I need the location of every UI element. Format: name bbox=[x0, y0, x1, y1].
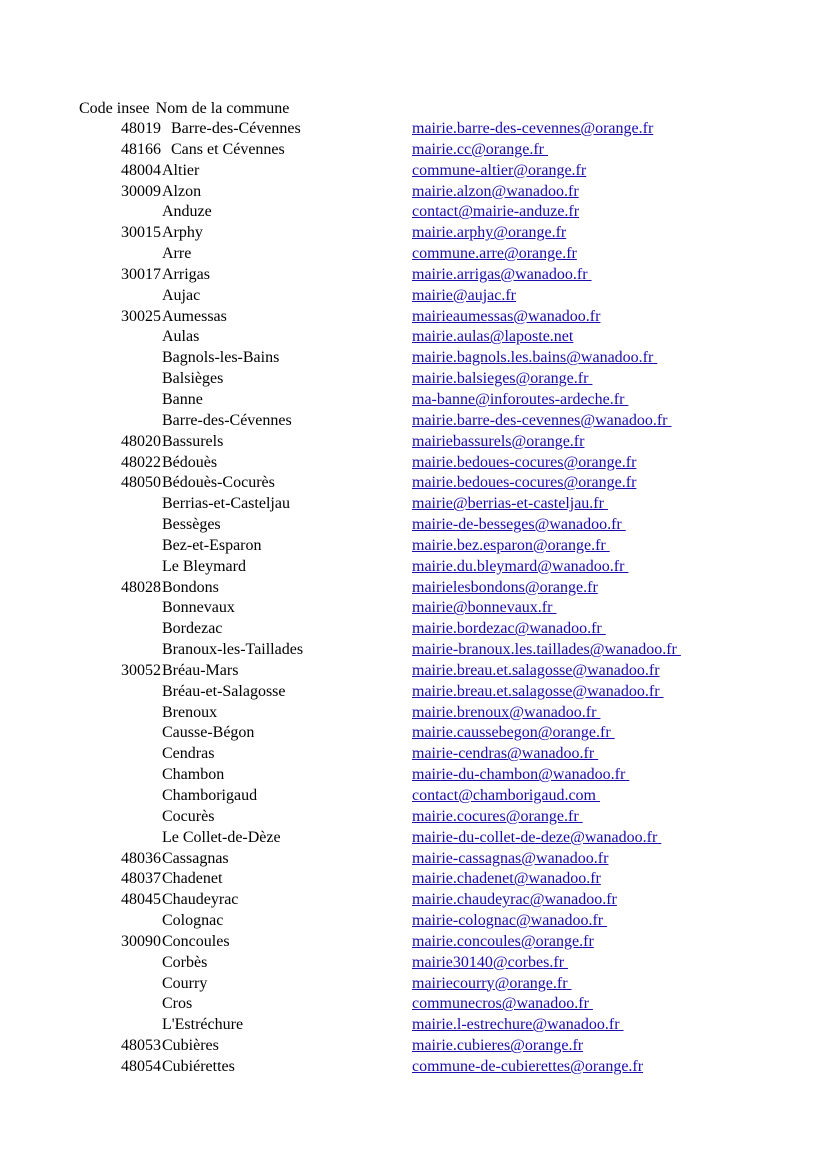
code-insee: 48053 bbox=[121, 1037, 161, 1055]
commune-name: Bez-et-Esparon bbox=[162, 536, 262, 554]
table-row bbox=[0, 723, 826, 744]
code-insee: 48028 bbox=[121, 578, 161, 596]
commune-name: Bassurels bbox=[162, 432, 224, 450]
table-row bbox=[0, 119, 826, 140]
email-link[interactable]: mairie.caussebegon@orange.fr bbox=[412, 724, 615, 742]
table-row bbox=[0, 849, 826, 870]
email-link[interactable]: mairiebassurels@orange.fr bbox=[412, 432, 585, 450]
table-row bbox=[0, 557, 826, 578]
email-link[interactable]: mairie.bez.esparon@orange.fr bbox=[412, 536, 610, 554]
code-insee: 30009 bbox=[121, 182, 161, 200]
commune-name: Banne bbox=[162, 390, 203, 408]
commune-name: Courry bbox=[162, 974, 208, 992]
table-row bbox=[0, 286, 826, 307]
email-link[interactable]: contact@chamborigaud.com bbox=[412, 787, 600, 804]
table-header bbox=[79, 99, 289, 119]
email-link[interactable]: mairie.brenoux@wanadoo.fr bbox=[412, 703, 601, 721]
table-row bbox=[0, 161, 826, 182]
commune-name: Anduze bbox=[162, 203, 212, 221]
table-row bbox=[0, 265, 826, 286]
table-row bbox=[0, 744, 826, 765]
email-link[interactable]: mairie-branoux.les.taillades@wanadoo.fr bbox=[412, 641, 681, 659]
commune-name: Balsièges bbox=[162, 370, 224, 388]
table-row bbox=[0, 578, 826, 599]
email-link[interactable]: ma-banne@inforoutes-ardeche.fr bbox=[412, 390, 629, 408]
email-link[interactable]: mairiecourry@orange.fr bbox=[412, 974, 572, 992]
commune-name: Colognac bbox=[162, 912, 224, 930]
email-link[interactable]: mairie.arphy@orange.fr bbox=[412, 224, 567, 242]
table-row bbox=[0, 453, 826, 474]
email-link[interactable]: mairie@bonnevaux.fr bbox=[412, 599, 557, 617]
header-code-insee: Code insee bbox=[79, 100, 150, 117]
table-row bbox=[0, 974, 826, 995]
commune-name: Bédouès-Cocurès bbox=[162, 474, 275, 492]
commune-name: Aulas bbox=[162, 328, 200, 346]
email-link[interactable]: mairie.alzon@wanadoo.fr bbox=[412, 182, 579, 200]
email-link[interactable]: mairie.bordezac@wanadoo.fr bbox=[412, 620, 606, 638]
commune-name: Altier bbox=[162, 161, 200, 179]
email-link[interactable]: mairie.aulas@laposte.net bbox=[412, 328, 574, 346]
commune-name: Cubiérettes bbox=[162, 1057, 235, 1075]
code-insee: 48045 bbox=[121, 891, 161, 909]
email-link[interactable]: mairie.balsieges@orange.fr bbox=[412, 370, 593, 388]
email-link[interactable]: mairie.breau.et.salagosse@wanadoo.fr bbox=[412, 661, 660, 679]
commune-name: Arphy bbox=[162, 224, 203, 242]
commune-name: Chadenet bbox=[162, 870, 223, 888]
table-row bbox=[0, 640, 826, 661]
email-link[interactable]: mairie-du-collet-de-deze@wanadoo.fr bbox=[412, 828, 662, 846]
commune-name: Arrigas bbox=[162, 265, 210, 283]
table-row bbox=[0, 369, 826, 390]
table-row bbox=[0, 911, 826, 932]
table-row bbox=[0, 661, 826, 682]
email-link[interactable]: commune.arre@orange.fr bbox=[412, 245, 577, 263]
email-link[interactable]: mairie@berrias-et-casteljau.fr bbox=[412, 495, 608, 513]
commune-name: Brenoux bbox=[162, 703, 218, 721]
table-row bbox=[0, 223, 826, 244]
commune-name: Aujac bbox=[162, 286, 201, 304]
table-row bbox=[0, 307, 826, 328]
email-link[interactable]: mairie.bedoues-cocures@orange.fr bbox=[412, 453, 637, 471]
table-row bbox=[0, 348, 826, 369]
code-insee: 48054 bbox=[121, 1057, 161, 1075]
code-insee: 48036 bbox=[121, 849, 161, 867]
commune-name: Aumessas bbox=[162, 307, 227, 325]
commune-name: Bédouès bbox=[162, 453, 218, 471]
email-link[interactable]: mairie.cubieres@orange.fr bbox=[412, 1037, 584, 1055]
commune-name: Branoux-les-Taillades bbox=[162, 641, 304, 659]
table-row bbox=[0, 703, 826, 724]
table-row bbox=[0, 869, 826, 890]
table-row bbox=[0, 432, 826, 453]
table-row bbox=[0, 140, 826, 161]
email-link[interactable]: mairie.concoules@orange.fr bbox=[412, 932, 594, 950]
commune-name: Bréau-Mars bbox=[162, 661, 239, 679]
table-row bbox=[0, 598, 826, 619]
email-link[interactable]: mairie.chaudeyrac@wanadoo.fr bbox=[412, 891, 617, 909]
email-link[interactable]: mairie.barre-des-cevennes@orange.fr bbox=[412, 120, 654, 137]
table-row bbox=[0, 515, 826, 536]
commune-name: Bonnevaux bbox=[162, 599, 235, 617]
commune-name: Chaudeyrac bbox=[162, 891, 239, 909]
commune-name: Le Bleymard bbox=[162, 557, 246, 575]
commune-name: Cans et Cévennes bbox=[171, 140, 285, 158]
commune-name: Barre-des-Cévennes bbox=[162, 411, 292, 429]
table-row bbox=[0, 890, 826, 911]
email-link[interactable]: mairie.barre-des-cevennes@wanadoo.fr bbox=[412, 411, 672, 429]
commune-name: Cendras bbox=[162, 745, 215, 763]
commune-name: Corbès bbox=[162, 953, 208, 971]
commune-name: Bondons bbox=[162, 578, 219, 596]
table-row bbox=[0, 536, 826, 557]
code-insee: 48022 bbox=[121, 453, 161, 471]
code-insee: 30090 bbox=[121, 932, 161, 950]
commune-name: Cocurès bbox=[162, 807, 215, 825]
email-link[interactable]: communecros@wanadoo.fr bbox=[412, 995, 593, 1013]
commune-name: Causse-Bégon bbox=[162, 724, 255, 742]
commune-name: Chamborigaud bbox=[162, 787, 258, 804]
code-insee: 48004 bbox=[121, 161, 161, 179]
table-row bbox=[0, 473, 826, 494]
email-link[interactable]: mairieaumessas@wanadoo.fr bbox=[412, 307, 601, 325]
table-row bbox=[0, 411, 826, 432]
code-insee: 30052 bbox=[121, 661, 161, 679]
email-link[interactable]: mairie.breau.et.salagosse@wanadoo.fr bbox=[412, 682, 664, 700]
table-row bbox=[0, 494, 826, 515]
email-link[interactable]: commune-de-cubierettes@orange.fr bbox=[412, 1057, 644, 1075]
commune-name: Berrias-et-Casteljau bbox=[162, 495, 290, 513]
email-link[interactable]: mairie.cc@orange.fr bbox=[412, 140, 548, 158]
commune-name: Cassagnas bbox=[162, 849, 229, 867]
table-row bbox=[0, 327, 826, 348]
email-link[interactable]: mairie.du.bleymard@wanadoo.fr bbox=[412, 557, 629, 575]
table-row bbox=[0, 765, 826, 786]
commune-name: Bagnols-les-Bains bbox=[162, 349, 280, 367]
code-insee: 48019 bbox=[121, 120, 161, 137]
email-link[interactable]: mairie-cendras@wanadoo.fr bbox=[412, 745, 599, 763]
table-row bbox=[0, 202, 826, 223]
code-insee: 48166 bbox=[121, 140, 161, 158]
code-insee: 30015 bbox=[121, 224, 161, 242]
email-link[interactable]: mairie@aujac.fr bbox=[412, 286, 517, 304]
email-link[interactable]: commune-altier@orange.fr bbox=[412, 161, 587, 179]
table-row bbox=[0, 932, 826, 953]
table-row bbox=[0, 1015, 826, 1036]
commune-name: Barre-des-Cévennes bbox=[171, 120, 301, 137]
table-row bbox=[0, 182, 826, 203]
code-insee: 30025 bbox=[121, 307, 161, 325]
commune-name: Bréau-et-Salagosse bbox=[162, 682, 286, 700]
email-link[interactable]: mairie.bedoues-cocures@orange.fr bbox=[412, 474, 637, 492]
table-row bbox=[0, 619, 826, 640]
email-link[interactable]: mairie.l-estrechure@wanadoo.fr bbox=[412, 1016, 624, 1034]
table-row bbox=[0, 1057, 826, 1078]
email-link[interactable]: mairie-cassagnas@wanadoo.fr bbox=[412, 849, 609, 867]
commune-name: Arre bbox=[162, 245, 192, 263]
commune-name: Cros bbox=[162, 995, 193, 1013]
table-row bbox=[0, 244, 826, 265]
table-row bbox=[0, 828, 826, 849]
commune-name: Concoules bbox=[162, 932, 230, 950]
email-link[interactable]: mairie-de-besseges@wanadoo.fr bbox=[412, 516, 626, 534]
commune-name: Chambon bbox=[162, 766, 225, 784]
table-row bbox=[0, 786, 826, 807]
table-row bbox=[0, 390, 826, 411]
header-nom-commune: Nom de la commune bbox=[155, 100, 290, 117]
table-row bbox=[0, 682, 826, 703]
code-insee: 48037 bbox=[121, 870, 161, 888]
commune-name: Alzon bbox=[162, 182, 202, 200]
commune-name: Cubières bbox=[162, 1037, 219, 1055]
email-link[interactable]: mairie.cocures@orange.fr bbox=[412, 807, 583, 825]
commune-name: Bordezac bbox=[162, 620, 223, 638]
commune-name: Bessèges bbox=[162, 516, 221, 534]
email-link[interactable]: mairie-du-chambon@wanadoo.fr bbox=[412, 766, 630, 784]
code-insee: 30017 bbox=[121, 265, 161, 283]
email-link[interactable]: mairie.chadenet@wanadoo.fr bbox=[412, 870, 601, 888]
table-row bbox=[0, 994, 826, 1015]
code-insee: 48020 bbox=[121, 432, 161, 450]
email-link[interactable]: mairie.arrigas@wanadoo.fr bbox=[412, 265, 592, 283]
commune-name: L'Estréchure bbox=[162, 1016, 244, 1034]
code-insee: 48050 bbox=[121, 474, 161, 492]
email-link[interactable]: mairielesbondons@orange.fr bbox=[412, 578, 598, 596]
table-row bbox=[0, 807, 826, 828]
email-link[interactable]: contact@mairie-anduze.fr bbox=[412, 203, 580, 221]
email-link[interactable]: mairie.bagnols.les.bains@wanadoo.fr bbox=[412, 349, 658, 367]
table-row bbox=[0, 953, 826, 974]
email-link[interactable]: mairie30140@corbes.fr bbox=[412, 953, 569, 971]
commune-name: Le Collet-de-Dèze bbox=[162, 828, 281, 846]
commune-list bbox=[0, 119, 826, 1078]
table-row bbox=[0, 1036, 826, 1057]
email-link[interactable]: mairie-colognac@wanadoo.fr bbox=[412, 912, 608, 930]
